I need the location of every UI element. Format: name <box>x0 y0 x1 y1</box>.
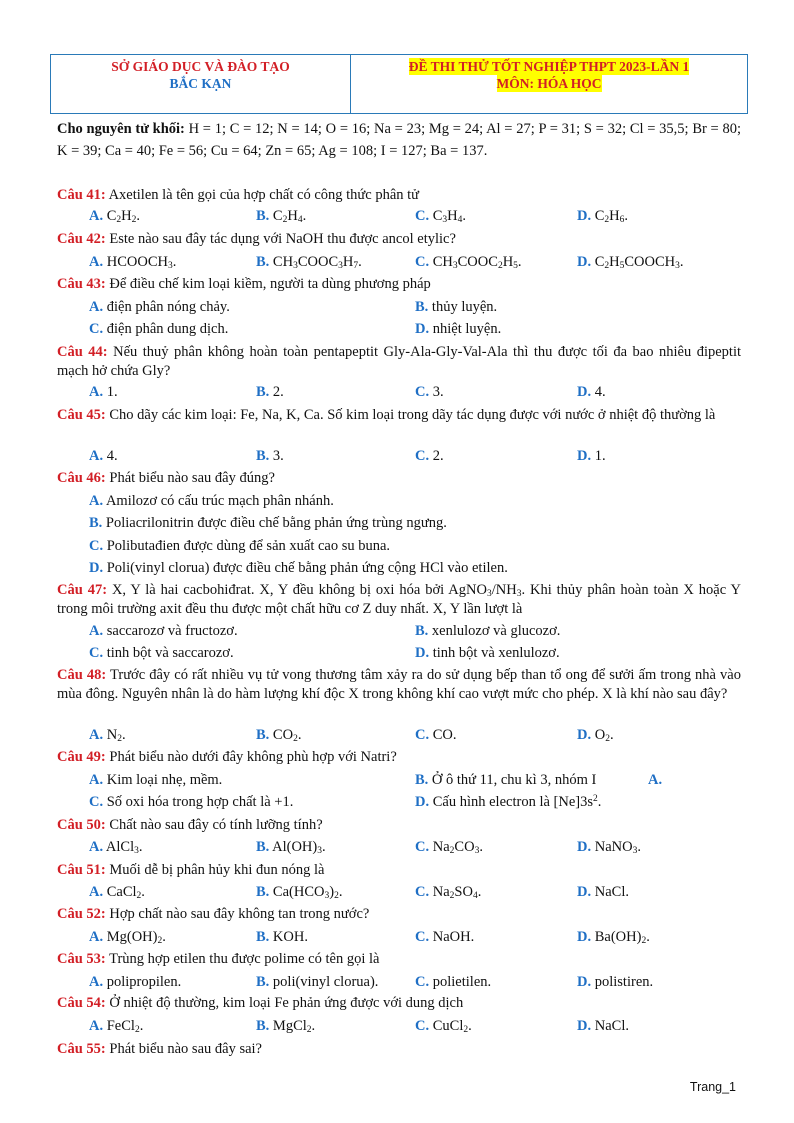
question-text: Nếu thuỷ phân không hoàn toàn pentapeptit Gly-Ala-Gly-Val-Ala thì thu được tối đa bao nhiêu đipeptit mạch hở chứa Gly? <box>57 344 742 379</box>
option-d[interactable]: D. NaNO$_3$. <box>577 839 641 856</box>
question-text: Ở nhiệt độ thường, kim loại Fe phản ứng được với dung dịch <box>105 995 464 1011</box>
question-48 <box>57 666 741 704</box>
atomic-masses-values: H = 1; C = 12; N = 14; O = 16; Na = 23; Mg = 24; Al = 27; P = 31; S = 32; Cl = 35,5; Br = 80; K = 39; Ca = 40; Fe = 56; Cu = 64; Zn = 65; Ag = 108; I = 127; Ba = 137. <box>57 121 741 159</box>
options-51 <box>89 882 749 902</box>
option-a[interactable]: A. 4. <box>89 448 118 464</box>
options-49-row1 <box>89 770 749 790</box>
option-c[interactable]: C. CuCl$_2$. <box>415 1018 472 1035</box>
options-42 <box>89 252 749 272</box>
question-50 <box>57 816 741 835</box>
option-a[interactable]: A. Amilozơ có cấu trúc mạch phân nhánh. <box>89 493 334 509</box>
question-text: Este nào sau đây tác dụng với NaOH thu được ancol etylic? <box>105 231 456 247</box>
page-number: Trang_1 <box>689 1080 736 1094</box>
question-number: Câu 54: <box>57 995 106 1011</box>
header-left <box>51 55 351 113</box>
question-text: Phát biểu nào sau đây đúng? <box>105 470 275 486</box>
question-41 <box>57 186 741 205</box>
question-number: Câu 45: <box>57 407 106 423</box>
question-54 <box>57 994 741 1013</box>
option-c[interactable]: C. polietilen. <box>415 974 492 990</box>
question-text: Trước đây có rất nhiều vụ tử vong thương tâm xảy ra do sử dụng bếp than tổ ong để sưởi ấm trong nhà vào mùa đông. Nguyên nhân là do hàm lượng khí độc X trong không khí cao vượt mức cho phép. X là khí nào sau đây? <box>57 667 741 702</box>
options-49-row2 <box>89 792 749 812</box>
question-number: Câu 47: <box>57 582 108 598</box>
question-number: Câu 48: <box>57 667 107 683</box>
question-number: Câu 44: <box>57 344 108 360</box>
option-c[interactable]: C. Polibutađien được dùng để sản xuất cao su buna. <box>89 538 391 554</box>
option-b[interactable]: B. $CO_2$. <box>256 727 302 744</box>
option-d[interactable]: D. $C_2H_5COOCH_3$. <box>577 254 684 271</box>
question-number: Câu 43: <box>57 276 106 292</box>
question-text: Axetilen là tên gọi của hợp chất có công thức phân tử <box>105 187 420 203</box>
question-number: Câu 46: <box>57 470 106 486</box>
option-a[interactable]: A. polipropilen. <box>89 974 182 990</box>
question-number: Câu 55: <box>57 1041 106 1057</box>
question-text: Phát biểu nào dưới đây không phù hợp với Natri? <box>105 749 397 765</box>
question-42 <box>57 230 741 249</box>
option-c[interactable]: C. 3. <box>415 384 444 400</box>
option-c[interactable]: C. $CH_3COOC_2H_5$. <box>415 254 522 271</box>
option-c[interactable]: C. NaOH. <box>415 929 475 945</box>
stray-letter: A. <box>648 772 663 788</box>
question-number: Câu 50: <box>57 817 106 833</box>
option-a[interactable]: A. saccarozơ và fructozơ. <box>89 623 238 639</box>
options-47-row2 <box>89 643 749 663</box>
option-a[interactable]: A. $HCOOCH_3$. <box>89 254 177 271</box>
question-text: Trùng hợp etilen thu được polime có tên gọi là <box>105 951 380 967</box>
question-number: Câu 41: <box>57 187 106 203</box>
option-b[interactable]: B. Ở ô thứ 11, chu kì 3, nhóm I <box>415 772 597 788</box>
option-c[interactable]: C. $C_3H_4$. <box>415 208 467 225</box>
option-c[interactable]: C. Số oxi hóa trong hợp chất là +1. <box>89 794 294 810</box>
option-a[interactable]: A. AlCl$_3$. <box>89 839 143 856</box>
option-d[interactable]: D. Cấu hình electron là $[Ne]3s^2$. <box>415 794 602 810</box>
option-c[interactable]: C. điện phân dung dịch. <box>89 321 229 337</box>
question-text: Phát biểu nào sau đây sai? <box>105 1041 262 1057</box>
question-text: Muối dễ bị phân hủy khi đun nóng là <box>105 862 325 878</box>
question-43 <box>57 275 741 294</box>
question-number: Câu 51: <box>57 862 106 878</box>
option-b[interactable]: B. Poliacrilonitrin được điều chế bằng phản ứng trùng ngưng. <box>89 515 447 531</box>
options-44 <box>89 382 749 402</box>
option-d[interactable]: D. NaCl. <box>577 884 629 900</box>
options-48 <box>89 725 749 745</box>
question-text: Cho dãy các kim loại: Fe, Na, K, Ca. Số kim loại trong dãy tác dụng được với nước ở nhiệt độ thường là <box>105 407 716 423</box>
option-b[interactable]: B. xenlulozơ và glucozơ. <box>415 623 561 639</box>
option-b[interactable]: B. poli(vinyl clorua). <box>256 974 379 990</box>
question-51 <box>57 861 741 880</box>
option-a[interactable]: A. $N_2$. <box>89 727 126 744</box>
option-a[interactable]: A. FeCl$_2$. <box>89 1018 144 1035</box>
option-a[interactable]: A. điện phân nóng chảy. <box>89 299 230 315</box>
option-b[interactable]: B. 2. <box>256 384 284 400</box>
options-45 <box>89 446 749 466</box>
option-a[interactable]: A. CaCl$_2$. <box>89 884 145 901</box>
question-text: Hợp chất nào sau đây không tan trong nước? <box>105 906 370 922</box>
options-52 <box>89 927 749 947</box>
question-47: Câu 47: X, Y là hai cacbohiđrat. X, Y đều không bị oxi hóa bởi $AgNO_3/NH_3$. Khi thủy phân hoàn toàn X hoặc Y trong môi trường axit đều thu được một chất hữu cơ Z duy nhất. X, Y lần lượt là <box>57 582 741 617</box>
subject-title: MÔN: HÓA HỌC <box>496 76 602 91</box>
atomic-masses <box>57 118 741 162</box>
department-name: SỞ GIÁO DỤC VÀ ĐÀO TẠO <box>111 59 290 74</box>
option-b[interactable]: B. thủy luyện. <box>415 299 498 315</box>
options-43-row2 <box>89 319 749 339</box>
option-d[interactable]: D. nhiệt luyện. <box>415 321 502 337</box>
option-d[interactable]: D. tinh bột và xenlulozơ. <box>415 645 560 661</box>
option-b[interactable]: B. $Al(OH)_3$. <box>256 839 326 856</box>
options-47-row1 <box>89 621 749 641</box>
option-d[interactable]: D. $O_2$. <box>577 727 614 744</box>
option-c[interactable]: C. $Na_2SO_4$. <box>415 884 482 901</box>
question-text: Để điều chế kim loại kiềm, người ta dùng phương pháp <box>105 276 431 292</box>
options-43-row1 <box>89 297 749 317</box>
option-b[interactable]: B. $C_2H_4$. <box>256 208 307 225</box>
option-d[interactable]: D. polistiren. <box>577 974 654 990</box>
option-a[interactable]: A. $C_2H_2$. <box>89 208 141 225</box>
option-c[interactable]: C. tinh bột và saccarozơ. <box>89 645 234 661</box>
exam-header <box>50 54 748 114</box>
question-number: Câu 49: <box>57 749 106 765</box>
option-d[interactable]: D. Poli(vinyl clorua) được điều chế bằng phản ứng cộng HCl vào etilen. <box>89 560 508 576</box>
option-d[interactable]: D. $Ba(OH)_2$. <box>577 929 650 946</box>
option-b[interactable]: B. $CH_3COOC_3H_7$. <box>256 254 362 271</box>
option-b[interactable]: B. KOH. <box>256 929 308 945</box>
question-55 <box>57 1040 741 1059</box>
question-text: Chất nào sau đây có tính lưỡng tính? <box>105 817 323 833</box>
question-number: Câu 42: <box>57 231 106 247</box>
option-c[interactable]: C. $Na_2CO_3$. <box>415 839 483 856</box>
option-a[interactable]: A. $Mg(OH)_2$. <box>89 929 166 946</box>
options-50 <box>89 837 749 857</box>
question-45 <box>57 406 741 425</box>
option-d[interactable]: D. 4. <box>577 384 606 400</box>
option-a[interactable]: A. Kim loại nhẹ, mềm. <box>89 772 223 788</box>
option-b[interactable]: B. MgCl$_2$. <box>256 1018 316 1035</box>
province-name: BẮC KẠN <box>169 76 232 91</box>
option-d[interactable]: D. 1. <box>577 448 606 464</box>
question-number: Câu 53: <box>57 951 106 967</box>
option-c[interactable]: C. CO. <box>415 727 457 743</box>
header-right <box>351 55 747 113</box>
question-44 <box>57 343 741 381</box>
question-number: Câu 52: <box>57 906 106 922</box>
question-49 <box>57 748 741 767</box>
question-52 <box>57 905 741 924</box>
option-d[interactable]: D. NaCl. <box>577 1018 629 1034</box>
option-b[interactable]: B. 3. <box>256 448 284 464</box>
option-a[interactable]: A. 1. <box>89 384 118 400</box>
options-54 <box>89 1016 749 1036</box>
atomic-masses-label: Cho nguyên tử khối: <box>57 121 185 137</box>
options-41 <box>89 206 749 226</box>
option-c[interactable]: C. 2. <box>415 448 444 464</box>
options-53 <box>89 972 749 992</box>
question-53 <box>57 950 741 969</box>
question-46 <box>57 469 741 488</box>
exam-title: ĐỀ THI THỬ TỐT NGHIỆP THPT 2023-LẦN 1 <box>408 59 690 74</box>
option-b[interactable]: B. $Ca(HCO_3)_2$. <box>256 884 343 901</box>
option-d[interactable]: D. $C_2H_6$. <box>577 208 629 225</box>
